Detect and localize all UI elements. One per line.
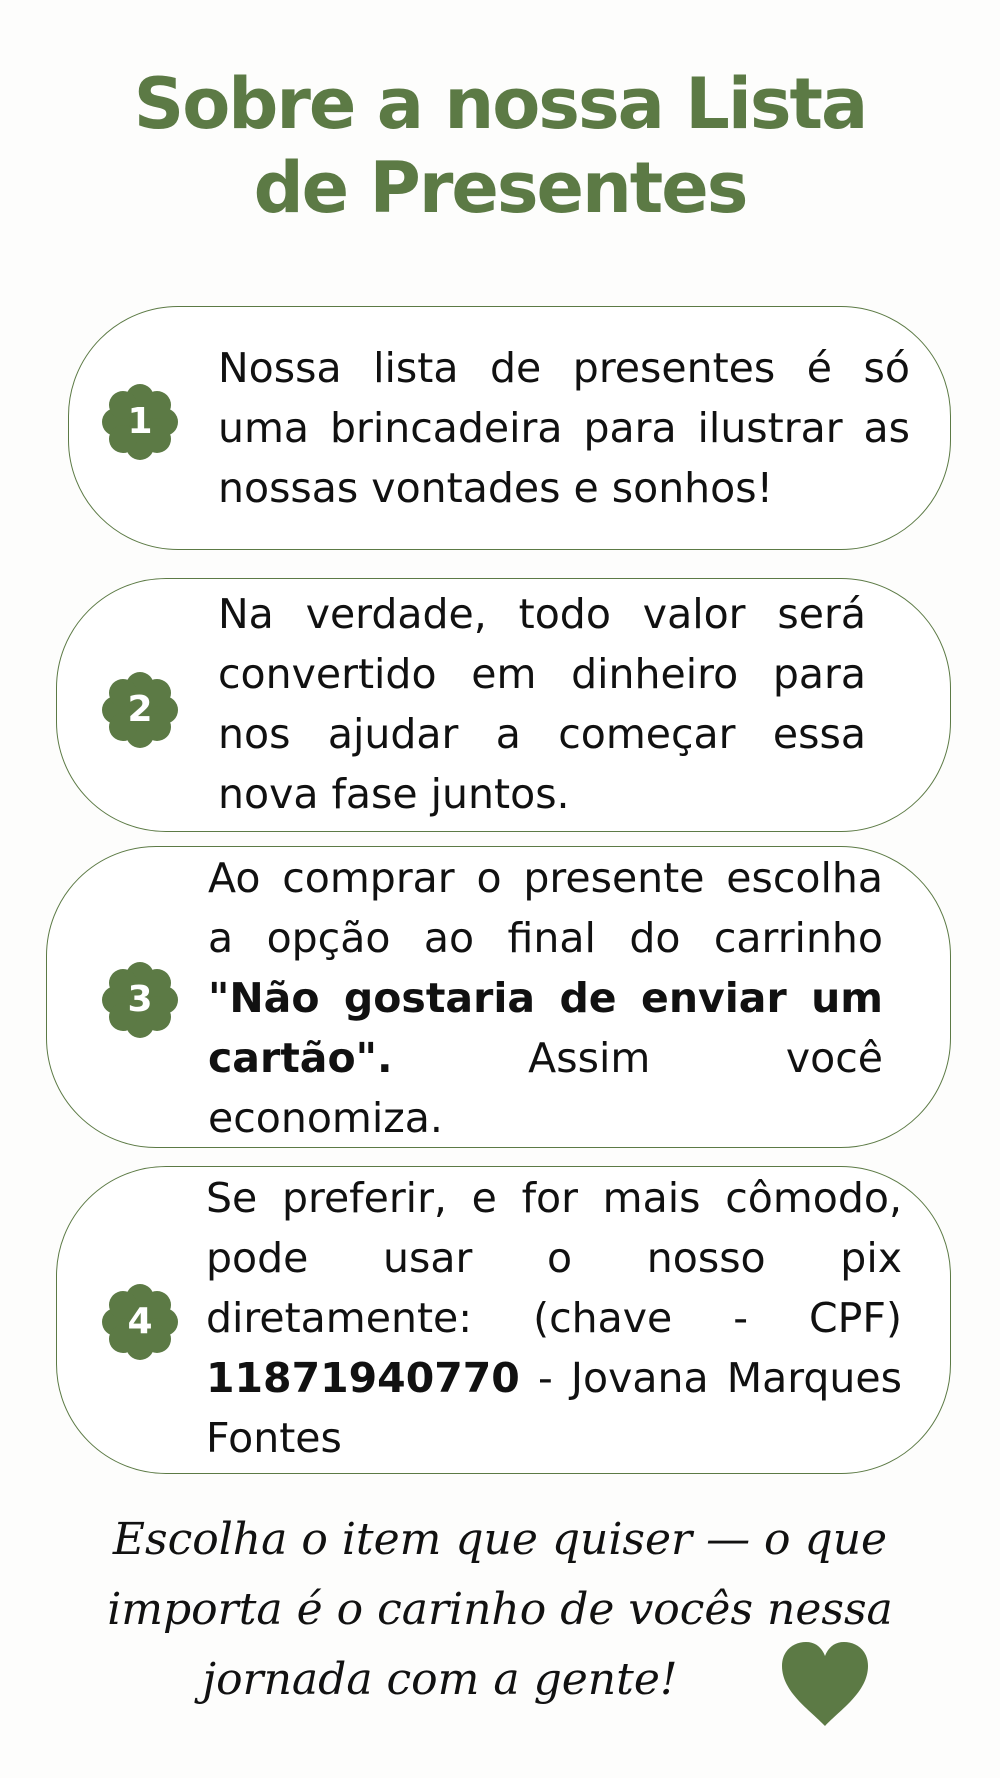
closing-line-1: Escolha o item que quiser — o que (112, 1514, 888, 1565)
page-title (0, 62, 1000, 230)
info-text-4-part-2: - Jovana Marques Fontes (206, 1354, 902, 1462)
info-text-3 (208, 848, 883, 1148)
page-title-line-2: de Presentes (253, 147, 747, 229)
info-text-2: Na verdade, todo valor será convertido em dinheiro para nos ajudar a começar essa nova fase juntos. (218, 590, 866, 818)
item-number: 2 (127, 689, 153, 730)
info-text-3-part-1: Ao comprar o presente escolha a opção ao final do carrinho (208, 854, 883, 962)
heart-icon (780, 1640, 870, 1732)
page-title-line-1: Sobre a nossa Lista (133, 63, 867, 145)
closing-line-3: jornada com a gente! (202, 1654, 678, 1705)
item-number: 3 (127, 979, 153, 1020)
item-number: 4 (127, 1301, 153, 1342)
flower-badge-icon (102, 962, 178, 1038)
closing-line-2: importa é o carinho de vocês nessa (107, 1584, 893, 1635)
info-text-4 (206, 1168, 902, 1468)
info-text-3-part-2: Assim você economiza. (208, 1034, 883, 1142)
info-text-4-part-1: Se preferir, e for mais cômodo, pode usar o nosso pix diretamente: (chave - CPF) (206, 1174, 902, 1342)
flower-badge-icon (102, 384, 178, 460)
info-text-1: Nossa lista de presentes é só uma brincadeira para ilustrar as nossas vontades e sonhos! (218, 344, 910, 512)
item-number: 1 (127, 401, 153, 442)
pix-key: 11871940770 (206, 1354, 520, 1402)
info-text-3-bold: "Não gostaria de enviar um cartão". (208, 974, 883, 1082)
flower-badge-icon (102, 672, 178, 748)
flower-badge-icon (102, 1284, 178, 1360)
